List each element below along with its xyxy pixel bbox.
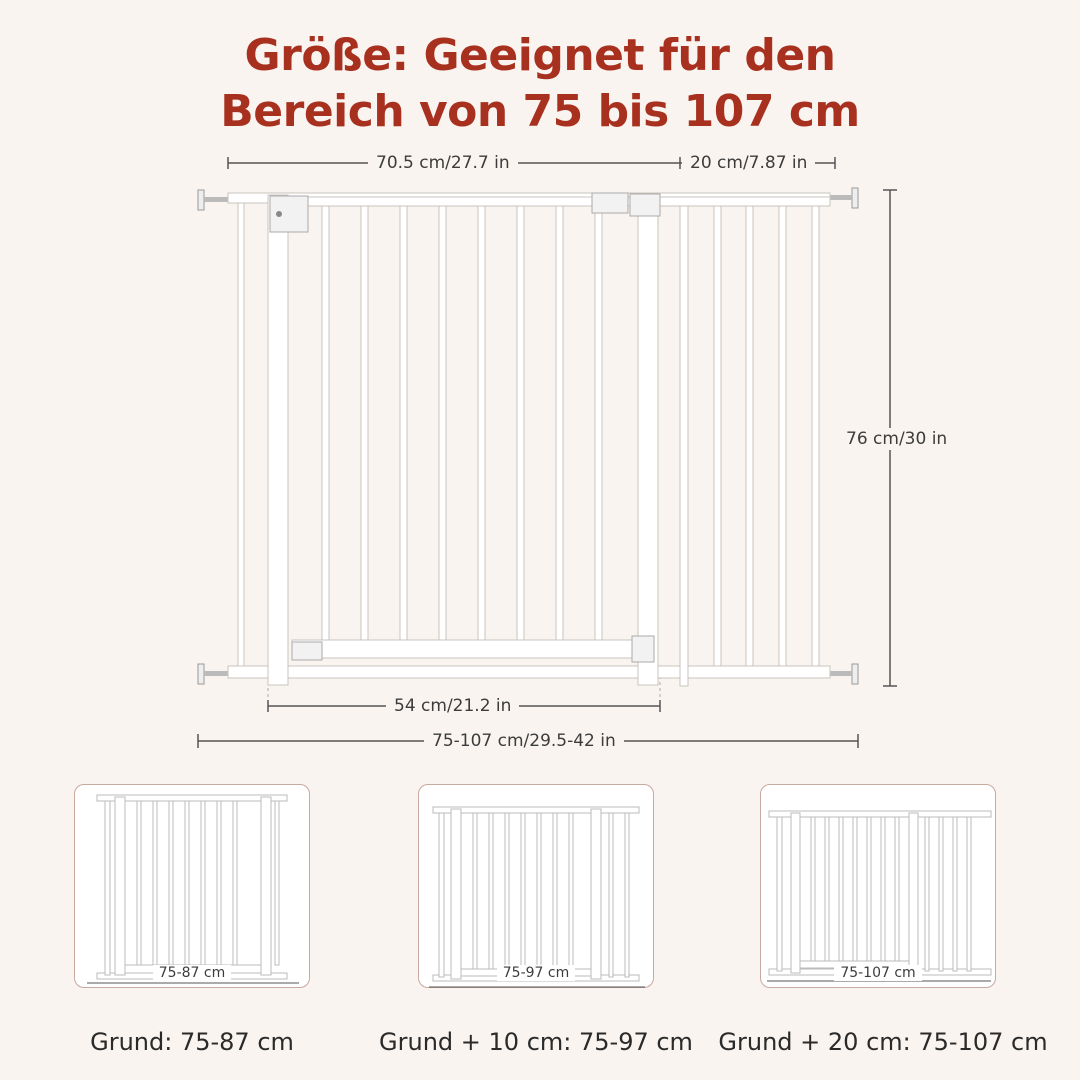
headline-line-2: Bereich von 75 bis 107 cm xyxy=(220,86,860,137)
height-dimension-label: 76 cm/30 in xyxy=(838,428,955,450)
door-dimension-label: 54 cm/21.2 in xyxy=(386,695,519,717)
variant-caption-plus-20: Grund + 20 cm: 75-107 cm xyxy=(718,1028,1048,1056)
variant-gate-drawing xyxy=(761,785,997,989)
door-bars xyxy=(322,206,602,640)
top-left-dimension-label: 70.5 cm/27.7 in xyxy=(368,152,518,174)
variant-caption-base: Grund: 75-87 cm xyxy=(90,1028,294,1056)
top-right-dimension-label: 20 cm/7.87 in xyxy=(682,152,815,174)
extension-panel xyxy=(660,197,830,686)
variant-dimension-label: 75-107 cm xyxy=(834,965,921,981)
pressure-bolts xyxy=(198,188,858,684)
variant-caption-plus-10: Grund + 10 cm: 75-97 cm xyxy=(379,1028,693,1056)
variant-dimension-label: 75-87 cm xyxy=(153,965,231,981)
variant-card-plus-10 xyxy=(418,784,654,988)
total-dimension-label: 75-107 cm/29.5-42 in xyxy=(424,730,624,752)
variant-gate-drawing xyxy=(75,785,311,989)
variant-dimension-label: 75-97 cm xyxy=(497,965,575,981)
variant-card-plus-20 xyxy=(760,784,996,988)
headline-line-1: Größe: Geeignet für den xyxy=(244,30,836,81)
variant-gate-drawing xyxy=(419,785,655,989)
variant-card-base xyxy=(74,784,310,988)
